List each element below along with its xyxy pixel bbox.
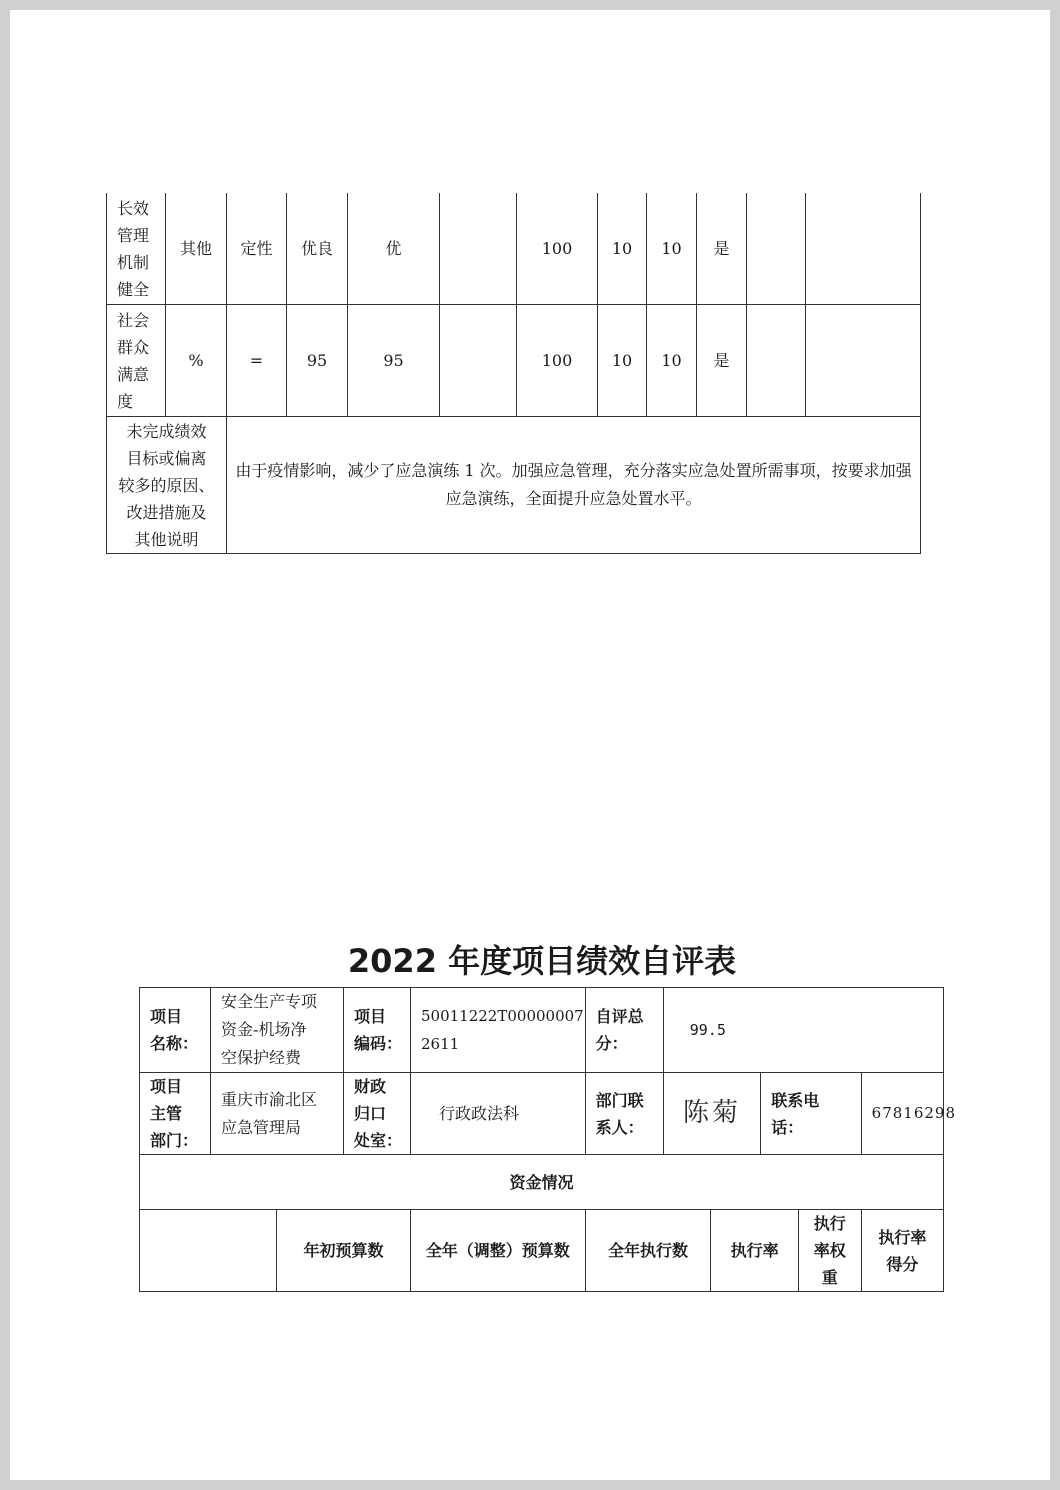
empty-cell — [440, 305, 517, 417]
executed-header: 全年执行数 — [585, 1210, 711, 1292]
table-row — [107, 193, 921, 305]
table-row — [107, 305, 921, 417]
finance-office-value: 行政政法科 — [411, 1073, 586, 1155]
exec-rate-header: 执行率 — [711, 1210, 798, 1292]
table-row — [107, 417, 921, 554]
initial-budget-header: 年初预算数 — [277, 1210, 411, 1292]
note-text: 由于疫情影响，减少了应急演练 1 次。加强应急管理，充分落实应急处置所需事项，按要求加强应急演练，全面提升应急处置水平。 — [227, 417, 921, 554]
self-evaluation-form — [139, 987, 957, 1292]
table-row — [140, 1210, 944, 1292]
empty-cell — [440, 193, 517, 305]
indicator-achieved: 是 — [697, 193, 747, 305]
empty-cell — [747, 305, 806, 417]
indicator-weight: 10 — [598, 193, 647, 305]
adjusted-budget-header: 全年（调整）预算数 — [411, 1210, 586, 1292]
indicator-name: 长效 管理 机制 健全 — [107, 193, 166, 305]
indicator-unit: 其他 — [166, 193, 227, 305]
project-code-label: 项目 编码： — [344, 988, 411, 1073]
indicator-target: 优良 — [287, 193, 348, 305]
indicator-name: 社会 群众 满意 度 — [107, 305, 166, 417]
empty-cell — [140, 1210, 277, 1292]
indicator-completion: 100 — [517, 193, 598, 305]
indicator-target: 95 — [287, 305, 348, 417]
contact-signature: 陈菊 — [663, 1073, 760, 1155]
dept-label: 项目 主管 部门： — [140, 1073, 211, 1155]
note-label: 未完成绩效 目标或偏离 较多的原因、 改进措施及 其他说明 — [107, 417, 227, 554]
table-row — [140, 1155, 944, 1210]
rate-score-header: 执行率 得分 — [861, 1210, 943, 1292]
empty-cell — [747, 193, 806, 305]
total-score-value: 99.5 — [663, 988, 943, 1073]
phone-label: 联系电 话： — [761, 1073, 861, 1155]
project-code-value: 50011222T00000007 2611 — [411, 988, 586, 1073]
indicator-completion: 100 — [517, 305, 598, 417]
score-label: 自评总 分： — [585, 988, 663, 1073]
indicator-score: 10 — [647, 193, 697, 305]
funds-section-header: 资金情况 — [140, 1155, 944, 1210]
page-title: 2022 年度项目绩效自评表 — [347, 942, 737, 980]
indicator-nature: = — [227, 305, 287, 417]
project-name-label: 项目 名称： — [140, 988, 211, 1073]
indicator-weight: 10 — [598, 305, 647, 417]
indicator-nature: 定性 — [227, 193, 287, 305]
finance-office-label: 财政 归口 处室： — [344, 1073, 411, 1155]
indicator-actual: 优 — [348, 193, 440, 305]
indicator-table-continued — [106, 193, 921, 554]
contact-label: 部门联 系人： — [585, 1073, 663, 1155]
empty-cell — [806, 305, 921, 417]
rate-weight-header: 执行 率权 重 — [798, 1210, 861, 1292]
indicator-unit: % — [166, 305, 227, 417]
indicator-achieved: 是 — [697, 305, 747, 417]
document-page — [10, 10, 1050, 1480]
empty-cell — [806, 193, 921, 305]
table-row — [140, 988, 944, 1073]
dept-value: 重庆市渝北区 应急管理局 — [211, 1073, 344, 1155]
phone-value: 67816298 — [861, 1073, 943, 1155]
indicator-score: 10 — [647, 305, 697, 417]
indicator-actual: 95 — [348, 305, 440, 417]
table-row — [140, 1073, 944, 1155]
project-name-value: 安全生产专项 资金-机场净 空保护经费 — [211, 988, 344, 1073]
